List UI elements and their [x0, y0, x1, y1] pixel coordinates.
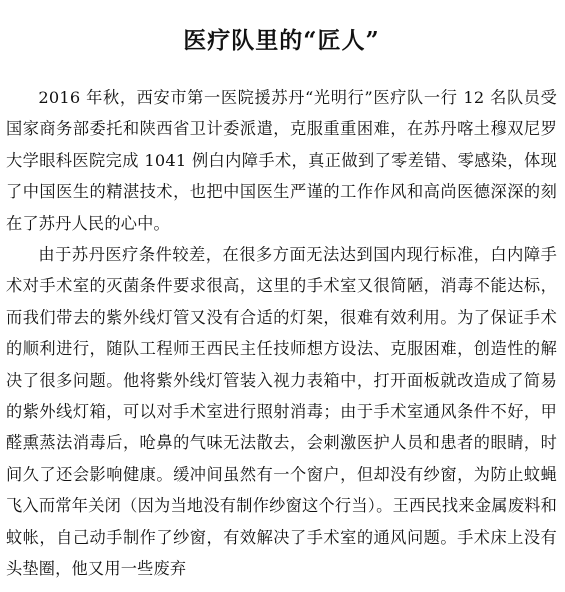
paragraph-1: 2016 年秋，西安市第一医院援苏丹“光明行”医疗队一行 12 名队员受国家商务部委托和陕西省卫计委派遣，克服重重困难，在苏丹喀土穆双尼罗大学眼科医院完成 1041 例白内障手术，真正做到了零差错、零感染，体现了中国医生的精湛技术，也把中国医生严谨的工作作风和高尚医德深深的刻在了苏丹人民的心中。	[6, 88, 557, 233]
document-title: 医疗队里的“匠人”	[183, 27, 380, 54]
paragraph-2: 由于苏丹医疗条件较差，在很多方面无法达到国内现行标准，白内障手术对手术室的灭菌条件要求很高，这里的手术室又很简陋，消毒不能达标，而我们带去的紫外线灯管又没有合适的灯架，很难有效利用。为了保证手术的顺利进行，随队工程师王西民主任技师想方设法、克服困难，创造性的解决了很多问题。他将紫外线灯管装入视力表箱中，打开面板就改造成了简易的紫外线灯箱，可以对手术室进行照射消毒；由于手术室通风条件不好，甲醛熏蒸法消毒后，呛鼻的气味无法散去，会刺激医护人员和患者的眼睛，时间久了还会影响健康。缓冲间虽然有一个窗户，但却没有纱窗，为防止蚊蝇飞入而常年关闭（因为当地没有制作纱窗这个行当）。王西民找来金属废料和蚊帐，自己动手制作了纱窗，有效解决了手术室的通风问题。手术床上没有头垫圈，他又用一些废弃	[6, 245, 557, 579]
